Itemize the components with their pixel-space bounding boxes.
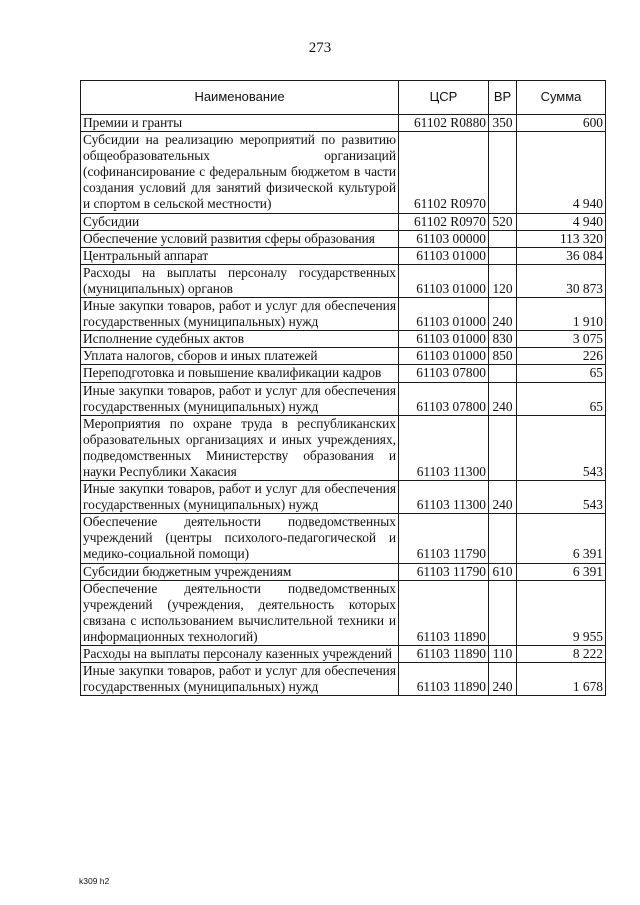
row-name: Расходы на выплаты персоналу казенных учреждений: [81, 646, 399, 663]
page-number: 273: [308, 40, 332, 56]
row-sum: 4 940: [517, 213, 606, 230]
row-name: Обеспечение условий развития сферы образования: [81, 230, 399, 247]
row-name: Обеспечение деятельности подведомственных учреждений (учреждения, деятельность которых связана с использованием вычислительной техники и информационных технологий): [81, 580, 399, 645]
row-name: Иные закупки товаров, работ и услуг для обеспечения государственных (муниципальных) нужд: [81, 382, 399, 415]
row-vr: 350: [489, 115, 517, 132]
row-vr: 850: [489, 348, 517, 365]
row-sum: 1 910: [517, 298, 606, 331]
row-csr: 61102 R0880: [399, 115, 489, 132]
row-name: Обеспечение деятельности подведомственных учреждений (центры психолого-педагогической и медико-социальной помощи): [81, 514, 399, 563]
row-name: Субсидии на реализацию мероприятий по развитию общеобразовательных организаций (софинансирование с федеральным бюджетом в части создания условий для занятий физической культурой и спортом в сельской местности): [81, 132, 399, 213]
footer-code: k309 h2: [79, 876, 110, 886]
table-row: [81, 132, 606, 213]
row-name: Исполнение судебных актов: [81, 331, 399, 348]
row-name: Иные закупки товаров, работ и услуг для обеспечения государственных (муниципальных) нужд: [81, 298, 399, 331]
row-name: Премии и гранты: [81, 115, 399, 132]
row-name: Субсидии: [81, 213, 399, 230]
row-sum: 543: [517, 415, 606, 480]
row-vr: [489, 415, 517, 480]
row-name: Иные закупки товаров, работ и услуг для обеспечения государственных (муниципальных) нужд: [81, 663, 399, 696]
header-vr: ВР: [489, 81, 517, 115]
row-sum: 36 084: [517, 247, 606, 264]
row-name: Уплата налогов, сборов и иных платежей: [81, 348, 399, 365]
table-row: [81, 115, 606, 132]
budget-table: [80, 80, 606, 696]
row-vr: 610: [489, 563, 517, 580]
row-csr: 61103 01000: [399, 247, 489, 264]
header-csr: ЦСР: [399, 81, 489, 115]
row-vr: 240: [489, 382, 517, 415]
row-sum: 4 940: [517, 132, 606, 213]
table-header-row: [81, 81, 606, 115]
table-row: [81, 415, 606, 480]
row-csr: 61103 11890: [399, 646, 489, 663]
row-vr: [489, 247, 517, 264]
row-csr: 61103 11790: [399, 563, 489, 580]
row-sum: 65: [517, 365, 606, 382]
row-vr: 520: [489, 213, 517, 230]
row-name: Мероприятия по охране труда в республиканских образовательных организациях и иных учреждениях, подведомственных Министерству образования и науки Республики Хакасия: [81, 415, 399, 480]
table-row: [81, 213, 606, 230]
table-row: [81, 580, 606, 645]
row-sum: 6 391: [517, 563, 606, 580]
row-csr: 61103 01000: [399, 348, 489, 365]
row-csr: 61103 11890: [399, 663, 489, 696]
row-sum: 600: [517, 115, 606, 132]
row-name: Расходы на выплаты персоналу государственных (муниципальных) органов: [81, 264, 399, 297]
row-csr: 61103 07800: [399, 382, 489, 415]
header-name: Наименование: [81, 81, 399, 115]
row-csr: 61102 R0970: [399, 213, 489, 230]
table-row: [81, 331, 606, 348]
row-vr: 120: [489, 264, 517, 297]
row-csr: 61103 01000: [399, 331, 489, 348]
row-csr: 61103 11890: [399, 580, 489, 645]
row-name: Переподготовка и повышение квалификации кадров: [81, 365, 399, 382]
table-row: [81, 264, 606, 297]
table-row: [81, 514, 606, 563]
row-sum: 30 873: [517, 264, 606, 297]
row-sum: 3 075: [517, 331, 606, 348]
table-row: [81, 663, 606, 696]
table-row: [81, 563, 606, 580]
row-csr: 61103 01000: [399, 264, 489, 297]
row-vr: [489, 580, 517, 645]
table-row: [81, 382, 606, 415]
row-csr: 61103 00000: [399, 230, 489, 247]
header-sum: Сумма: [517, 81, 606, 115]
row-name: Центральный аппарат: [81, 247, 399, 264]
row-csr: 61103 01000: [399, 298, 489, 331]
table-row: [81, 481, 606, 514]
row-sum: 543: [517, 481, 606, 514]
row-vr: [489, 365, 517, 382]
row-vr: [489, 230, 517, 247]
row-sum: 226: [517, 348, 606, 365]
row-csr: 61102 R0970: [399, 132, 489, 213]
row-sum: 113 320: [517, 230, 606, 247]
row-vr: [489, 132, 517, 213]
row-csr: 61103 11790: [399, 514, 489, 563]
table-row: [81, 348, 606, 365]
row-vr: 240: [489, 481, 517, 514]
row-name: Субсидии бюджетным учреждениям: [81, 563, 399, 580]
row-vr: 110: [489, 646, 517, 663]
row-sum: 65: [517, 382, 606, 415]
row-csr: 61103 11300: [399, 481, 489, 514]
table-row: [81, 646, 606, 663]
row-vr: 240: [489, 663, 517, 696]
table-row: [81, 230, 606, 247]
row-vr: 830: [489, 331, 517, 348]
table-row: [81, 298, 606, 331]
table-row: [81, 247, 606, 264]
row-csr: 61103 11300: [399, 415, 489, 480]
row-name: Иные закупки товаров, работ и услуг для обеспечения государственных (муниципальных) нужд: [81, 481, 399, 514]
row-sum: 6 391: [517, 514, 606, 563]
row-csr: 61103 07800: [399, 365, 489, 382]
row-sum: 8 222: [517, 646, 606, 663]
table-row: [81, 365, 606, 382]
row-vr: 240: [489, 298, 517, 331]
row-sum: 9 955: [517, 580, 606, 645]
row-sum: 1 678: [517, 663, 606, 696]
row-vr: [489, 514, 517, 563]
